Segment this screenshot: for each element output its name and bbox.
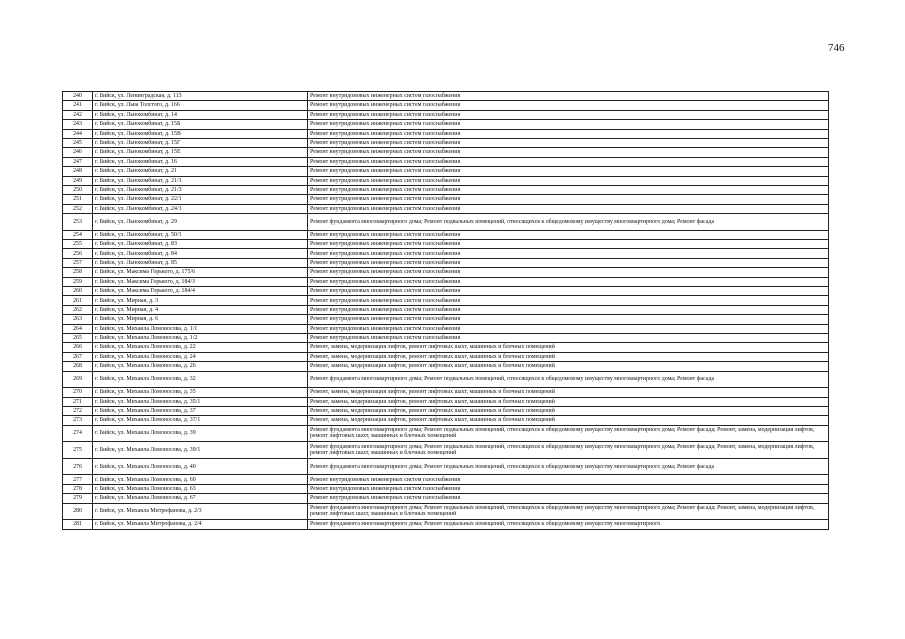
address-cell: г. Бийск, ул. Мирная, д. 4 <box>93 305 308 314</box>
address-cell: г. Бийск, ул. Льнокомбинат, д. 85 <box>93 258 308 267</box>
work-type-cell: Ремонт, замена, модернизация лифтов, ремонт лифтовых шахт, машинных и блочных помещений <box>308 397 829 406</box>
table-row <box>63 371 829 388</box>
address-cell: г. Бийск, ул. Михаила Митрофанова, д. 2/3 <box>93 503 308 520</box>
row-number-cell: 244 <box>63 129 93 138</box>
address-cell: г. Бийск, ул. Льнокомбинат, д. 21/1 <box>93 176 308 185</box>
row-number-cell: 271 <box>63 397 93 406</box>
row-number-cell: 275 <box>63 442 93 459</box>
work-type-cell: Ремонт внутридомовых инженерных систем газоснабжения <box>308 204 829 213</box>
address-cell: г. Бийск, ул. Михаила Ломоносова, д. 39 <box>93 425 308 442</box>
table-row <box>63 268 829 277</box>
row-number-cell: 247 <box>63 157 93 166</box>
work-type-cell: Ремонт фундамента многоквартирного дома; Ремонт подвальных помещений, относящихся к общедомовому имуществу многоквартирного дома; Ремонт фасада; Ремонт, замена, модернизация лифтов, ремонт лифтовых шахт, машинных и блочных помещений <box>308 442 829 459</box>
row-number-cell: 266 <box>63 343 93 352</box>
work-type-cell: Ремонт, замена, модернизация лифтов, ремонт лифтовых шахт, машинных и блочных помещений <box>308 362 829 371</box>
table-row <box>63 110 829 119</box>
row-number-cell: 246 <box>63 148 93 157</box>
repair-table <box>62 91 829 530</box>
table-row <box>63 305 829 314</box>
work-type-cell: Ремонт внутридомовых инженерных систем газоснабжения <box>308 268 829 277</box>
work-type-cell: Ремонт внутридомовых инженерных систем газоснабжения <box>308 296 829 305</box>
row-number-cell: 261 <box>63 296 93 305</box>
address-cell: г. Бийск, ул. Михаила Ломоносова, д. 39/1 <box>93 442 308 459</box>
address-cell: г. Бийск, ул. Михаила Митрофанова, д. 2/4 <box>93 520 308 529</box>
row-number-cell: 240 <box>63 92 93 101</box>
work-type-cell: Ремонт внутридомовых инженерных систем газоснабжения <box>308 185 829 194</box>
row-number-cell: 274 <box>63 425 93 442</box>
repair-table-body <box>63 92 829 530</box>
address-cell: г. Бийск, ул. Михаила Ломоносова, д. 60 <box>93 475 308 484</box>
row-number-cell: 273 <box>63 416 93 425</box>
table-row <box>63 296 829 305</box>
work-type-cell: Ремонт внутридомовых инженерных систем газоснабжения <box>308 148 829 157</box>
row-number-cell: 251 <box>63 195 93 204</box>
work-type-cell: Ремонт внутридомовых инженерных систем газоснабжения <box>308 484 829 493</box>
work-type-cell: Ремонт внутридомовых инженерных систем газоснабжения <box>308 230 829 239</box>
address-cell: г. Бийск, ул. Льнокомбинат, д. 15В <box>93 129 308 138</box>
work-type-cell: Ремонт внутридомовых инженерных систем газоснабжения <box>308 157 829 166</box>
row-number-cell: 259 <box>63 277 93 286</box>
table-row <box>63 185 829 194</box>
row-number-cell: 281 <box>63 520 93 529</box>
address-cell: г. Бийск, ул. Максима Горького, д. 184/3 <box>93 277 308 286</box>
row-number-cell: 264 <box>63 324 93 333</box>
row-number-cell: 269 <box>63 371 93 388</box>
address-cell: г. Бийск, ул. Льнокомбинат, д. 83 <box>93 240 308 249</box>
address-cell: г. Бийск, ул. Михаила Ломоносова, д. 26 <box>93 362 308 371</box>
work-type-cell: Ремонт фундамента многоквартирного дома; Ремонт подвальных помещений, относящихся к общедомовому имуществу многоквартирного дома; Ремонт фасада; Ремонт, замена, модернизация лифтов, ремонт лифтовых шахт, машинных и блочных помещений <box>308 503 829 520</box>
work-type-cell: Ремонт внутридомовых инженерных систем газоснабжения <box>308 249 829 258</box>
table-row <box>63 101 829 110</box>
row-number-cell: 256 <box>63 249 93 258</box>
work-type-cell: Ремонт внутридомовых инженерных систем газоснабжения <box>308 195 829 204</box>
address-cell: г. Бийск, ул. Льнокомбинат, д. 21/3 <box>93 185 308 194</box>
row-number-cell: 243 <box>63 120 93 129</box>
row-number-cell: 254 <box>63 230 93 239</box>
table-row <box>63 362 829 371</box>
table-row <box>63 277 829 286</box>
repair-table-container <box>62 91 828 530</box>
work-type-cell: Ремонт внутридомовых инженерных систем газоснабжения <box>308 315 829 324</box>
work-type-cell: Ремонт фундамента многоквартирного дома; Ремонт подвальных помещений, относящихся к общедомовому имуществу многоквартирного <box>308 520 829 529</box>
address-cell: г. Бийск, ул. Льнокомбинат, д. 84 <box>93 249 308 258</box>
row-number-cell: 272 <box>63 406 93 415</box>
row-number-cell: 276 <box>63 458 93 475</box>
row-number-cell: 255 <box>63 240 93 249</box>
table-row <box>63 520 829 529</box>
address-cell: г. Бийск, ул. Льнокомбинат, д. 15Г <box>93 138 308 147</box>
row-number-cell: 263 <box>63 315 93 324</box>
table-row <box>63 249 829 258</box>
table-row <box>63 406 829 415</box>
table-row <box>63 258 829 267</box>
address-cell: г. Бийск, ул. Михаила Ломоносова, д. 63 <box>93 484 308 493</box>
address-cell: г. Бийск, ул. Льнокомбинат, д. 15Б <box>93 120 308 129</box>
address-cell: г. Бийск, ул. Михаила Ломоносова, д. 1/1 <box>93 324 308 333</box>
table-row <box>63 240 829 249</box>
address-cell: г. Бийск, ул. Льнокомбинат, д. 50/1 <box>93 230 308 239</box>
work-type-cell: Ремонт фундамента многоквартирного дома; Ремонт подвальных помещений, относящихся к общедомовому имуществу многоквартирного дома; Ремонт фасада; Ремонт, замена, модернизация лифтов, ремонт лифтовых шахт, машинных и блочных помещений <box>308 425 829 442</box>
address-cell: г. Бийск, ул. Льнокомбинат, д. 22/1 <box>93 195 308 204</box>
work-type-cell: Ремонт внутридомовых инженерных систем газоснабжения <box>308 176 829 185</box>
work-type-cell: Ремонт внутридомовых инженерных систем газоснабжения <box>308 287 829 296</box>
table-row <box>63 176 829 185</box>
work-type-cell: Ремонт, замена, модернизация лифтов, ремонт лифтовых шахт, машинных и блочных помещений <box>308 343 829 352</box>
address-cell: г. Бийск, ул. Михаила Ломоносова, д. 22 <box>93 343 308 352</box>
row-number-cell: 253 <box>63 214 93 231</box>
work-type-cell: Ремонт фундамента многоквартирного дома; Ремонт подвальных помещений, относящихся к общедомовому имуществу многоквартирного дома; Ремонт фасада <box>308 371 829 388</box>
row-number-cell: 279 <box>63 494 93 503</box>
table-row <box>63 333 829 342</box>
work-type-cell: Ремонт внутридомовых инженерных систем газоснабжения <box>308 120 829 129</box>
address-cell: г. Бийск, ул. Льнокомбинат, д. 24/1 <box>93 204 308 213</box>
row-number-cell: 268 <box>63 362 93 371</box>
row-number-cell: 248 <box>63 167 93 176</box>
address-cell: г. Бийск, ул. Михаила Ломоносова, д. 35/1 <box>93 397 308 406</box>
table-row <box>63 503 829 520</box>
address-cell: г. Бийск, ул. Михаила Ломоносова, д. 37/1 <box>93 416 308 425</box>
row-number-cell: 265 <box>63 333 93 342</box>
address-cell: г. Бийск, ул. Михаила Ломоносова, д. 24 <box>93 352 308 361</box>
work-type-cell: Ремонт внутридомовых инженерных систем газоснабжения <box>308 258 829 267</box>
table-row <box>63 138 829 147</box>
address-cell: г. Бийск, ул. Льнокомбинат, д. 29 <box>93 214 308 231</box>
work-type-cell: Ремонт, замена, модернизация лифтов, ремонт лифтовых шахт, машинных и блочных помещений <box>308 352 829 361</box>
work-type-cell: Ремонт внутридомовых инженерных систем газоснабжения <box>308 129 829 138</box>
row-number-cell: 262 <box>63 305 93 314</box>
row-number-cell: 280 <box>63 503 93 520</box>
row-number-cell: 270 <box>63 388 93 397</box>
table-row <box>63 324 829 333</box>
table-row <box>63 214 829 231</box>
address-cell: г. Бийск, ул. Максима Горького, д. 175/6 <box>93 268 308 277</box>
address-cell: г. Бийск, ул. Михаила Ломоносова, д. 37 <box>93 406 308 415</box>
address-cell: г. Бийск, ул. Михаила Ломоносова, д. 32 <box>93 371 308 388</box>
address-cell: г. Бийск, ул. Мирная, д. 6 <box>93 315 308 324</box>
table-row <box>63 475 829 484</box>
table-row <box>63 352 829 361</box>
work-type-cell: Ремонт фундамента многоквартирного дома; Ремонт подвальных помещений, относящихся к общедомовому имуществу многоквартирного дома; Ремонт фасада <box>308 214 829 231</box>
row-number-cell: 242 <box>63 110 93 119</box>
address-cell: г. Бийск, ул. Льва Толстого, д. 166 <box>93 101 308 110</box>
row-number-cell: 241 <box>63 101 93 110</box>
work-type-cell: Ремонт внутридомовых инженерных систем газоснабжения <box>308 167 829 176</box>
address-cell: г. Бийск, ул. Льнокомбинат, д. 14 <box>93 110 308 119</box>
row-number-cell: 245 <box>63 138 93 147</box>
work-type-cell: Ремонт внутридомовых инженерных систем газоснабжения <box>308 110 829 119</box>
work-type-cell: Ремонт, замена, модернизация лифтов, ремонт лифтовых шахт, машинных и блочных помещений <box>308 406 829 415</box>
table-row <box>63 425 829 442</box>
row-number-cell: 260 <box>63 287 93 296</box>
table-row <box>63 343 829 352</box>
address-cell: г. Бийск, ул. Льнокомбинат, д. 21 <box>93 167 308 176</box>
table-row <box>63 195 829 204</box>
work-type-cell: Ремонт внутридомовых инженерных систем газоснабжения <box>308 240 829 249</box>
table-row <box>63 120 829 129</box>
work-type-cell: Ремонт внутридомовых инженерных систем газоснабжения <box>308 494 829 503</box>
row-number-cell: 267 <box>63 352 93 361</box>
table-row <box>63 458 829 475</box>
row-number-cell: 278 <box>63 484 93 493</box>
address-cell: г. Бийск, ул. Мирная, д. 3 <box>93 296 308 305</box>
row-number-cell: 257 <box>63 258 93 267</box>
address-cell: г. Бийск, ул. Льнокомбинат, д. 16 <box>93 157 308 166</box>
work-type-cell: Ремонт, замена, модернизация лифтов, ремонт лифтовых шахт, машинных и блочных помещений <box>308 388 829 397</box>
row-number-cell: 252 <box>63 204 93 213</box>
table-row <box>63 287 829 296</box>
address-cell: г. Бийск, ул. Михаила Ломоносова, д. 35 <box>93 388 308 397</box>
row-number-cell: 277 <box>63 475 93 484</box>
table-row <box>63 494 829 503</box>
table-row <box>63 230 829 239</box>
address-cell: г. Бийск, ул. Михаила Ломоносова, д. 1/2 <box>93 333 308 342</box>
work-type-cell: Ремонт внутридомовых инженерных систем газоснабжения <box>308 277 829 286</box>
table-row <box>63 442 829 459</box>
work-type-cell: Ремонт внутридомовых инженерных систем газоснабжения <box>308 333 829 342</box>
row-number-cell: 249 <box>63 176 93 185</box>
address-cell: г. Бийск, ул. Михаила Ломоносова, д. 40 <box>93 458 308 475</box>
work-type-cell: Ремонт фундамента многоквартирного дома; Ремонт подвальных помещений, относящихся к общедомовому имуществу многоквартирного дома; Ремонт фасада <box>308 458 829 475</box>
table-row <box>63 484 829 493</box>
table-row <box>63 388 829 397</box>
work-type-cell: Ремонт внутридомовых инженерных систем газоснабжения <box>308 138 829 147</box>
work-type-cell: Ремонт внутридомовых инженерных систем газоснабжения <box>308 101 829 110</box>
address-cell: г. Бийск, ул. Ленинградская, д. 113 <box>93 92 308 101</box>
work-type-cell: Ремонт, замена, модернизация лифтов, ремонт лифтовых шахт, машинных и блочных помещений <box>308 416 829 425</box>
work-type-cell: Ремонт внутридомовых инженерных систем газоснабжения <box>308 324 829 333</box>
table-row <box>63 92 829 101</box>
address-cell: г. Бийск, ул. Михаила Ломоносова, д. 67 <box>93 494 308 503</box>
table-row <box>63 315 829 324</box>
work-type-cell: Ремонт внутридомовых инженерных систем газоснабжения <box>308 305 829 314</box>
work-type-cell: Ремонт внутридомовых инженерных систем газоснабжения <box>308 92 829 101</box>
table-row <box>63 129 829 138</box>
row-number-cell: 258 <box>63 268 93 277</box>
address-cell: г. Бийск, ул. Льнокомбинат, д. 15Е <box>93 148 308 157</box>
work-type-cell: Ремонт внутридомовых инженерных систем газоснабжения <box>308 475 829 484</box>
table-row <box>63 416 829 425</box>
address-cell: г. Бийск, ул. Максима Горького, д. 184/4 <box>93 287 308 296</box>
row-number-cell: 250 <box>63 185 93 194</box>
table-row <box>63 167 829 176</box>
table-row <box>63 157 829 166</box>
page-number: 746 <box>828 42 845 54</box>
table-row <box>63 148 829 157</box>
table-row <box>63 397 829 406</box>
table-row <box>63 204 829 213</box>
